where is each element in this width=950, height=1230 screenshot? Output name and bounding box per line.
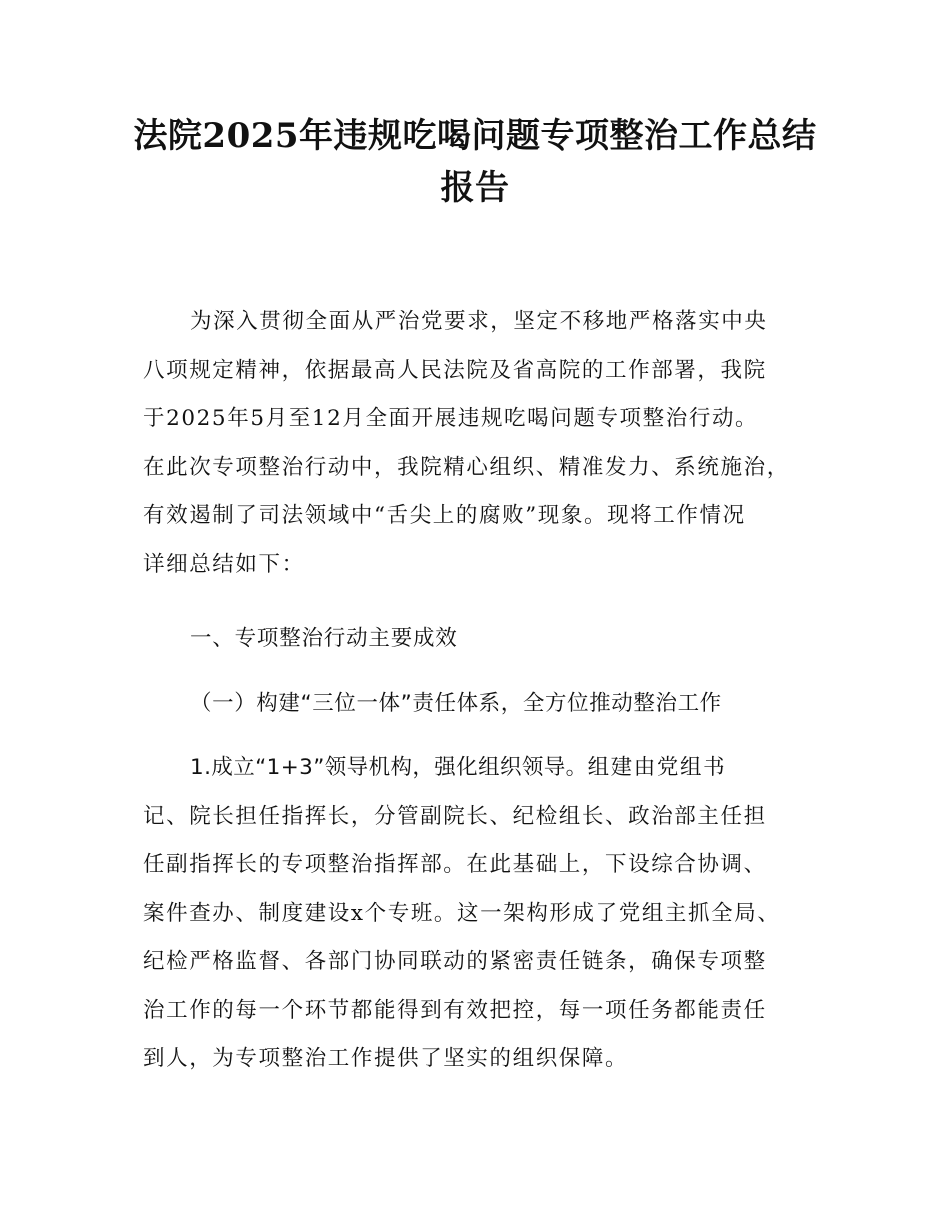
title-line-2: 报告 <box>440 168 510 208</box>
intro-line: 在此次专项整治行动中，我院精心组织、精准发力、系统施治， <box>143 454 790 480</box>
intro-paragraph <box>143 298 828 589</box>
item-line: 记、院长担任指挥长，分管副院长、纪检组长、政治部主任担 <box>143 803 767 829</box>
item-line: 组建由党组书 <box>587 755 727 780</box>
intro-line: 详细总结如下： <box>143 551 305 577</box>
item-lead: 1.成立“1+3”领导机构，强化组织领导。 <box>190 755 588 780</box>
title-line-1: 法院2025年违规吃喝问题专项整治工作总结 <box>133 116 817 156</box>
intro-line: 有效遏制了司法领域中“舌尖上的腐败”现象。现将工作情况 <box>143 503 746 528</box>
document-title <box>120 110 830 214</box>
item-line: 任副指挥长的专项整治指挥部。在此基础上，下设综合协调、 <box>143 852 767 877</box>
item-line: 到人，为专项整治工作提供了坚实的组织保障。 <box>143 1046 629 1071</box>
item-line: 案件查办、制度建设x个专班。这一架构形成了党组主抓全局、 <box>143 900 781 926</box>
item-line: 纪检严格监督、各部门协同联动的紧密责任链条，确保专项整 <box>143 949 767 974</box>
intro-line: 八项规定精神，依据最高人民法院及省高院的工作部署，我院 <box>143 357 767 383</box>
intro-line: 为深入贯彻全面从严治党要求，坚定不移地严格落实中央 <box>190 309 768 334</box>
intro-line: 于2025年5月至12月全面开展违规吃喝问题专项整治行动。 <box>143 406 759 431</box>
subsection-heading: （一）构建“三位一体”责任体系，全方位推动整治工作 <box>190 691 722 716</box>
item-line: 治工作的每一个环节都能得到有效把控，每一项任务都能责任 <box>143 997 767 1023</box>
item-paragraph <box>143 744 828 1084</box>
item-first-line <box>143 744 828 793</box>
section-heading: 一、专项整治行动主要成效 <box>190 626 458 651</box>
